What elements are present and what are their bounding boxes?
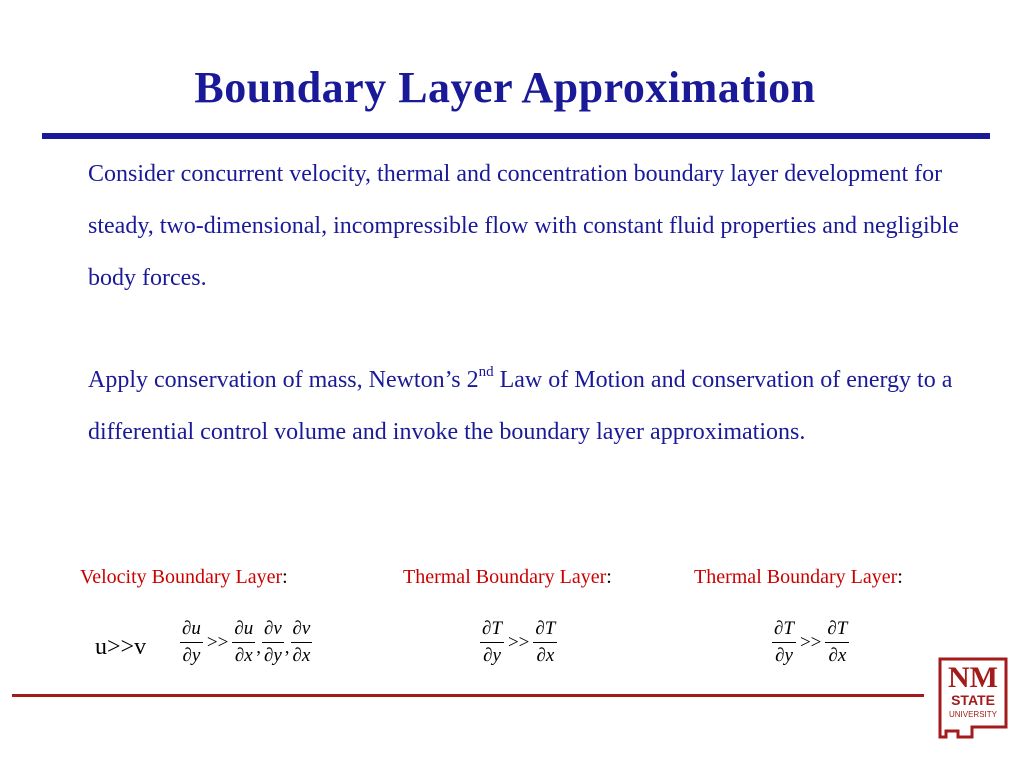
fraction-dv-dx: $\frac{\partial v}{\partial x}$ — [292, 618, 311, 666]
velocity-condition: u>>v — [95, 634, 147, 660]
concentration-boundary-layer-label: Thermal Boundary Layer: — [694, 566, 903, 588]
thermal-boundary-layer-label: Thermal Boundary Layer: — [403, 566, 612, 588]
fraction-dv-dy: $\frac{\partial v}{\partial y}$ — [263, 618, 282, 666]
much-greater-operator: >> — [507, 631, 530, 653]
fraction-dT-dx: $\frac{\partial T}{\partial x}$ — [535, 618, 556, 666]
velocity-boundary-layer-label: Velocity Boundary Layer: — [80, 566, 288, 588]
footer-divider — [12, 694, 924, 697]
nmsu-logo — [938, 657, 1008, 739]
svg-text:STATE: STATE — [951, 692, 995, 708]
paragraph-approach-part1: Apply conservation of mass, Newton’s 2 — [88, 367, 479, 393]
much-greater-operator: >> — [799, 631, 822, 653]
paragraph-approach — [88, 354, 988, 458]
fraction-du-dx: $\frac{\partial u}{\partial x}$ — [234, 618, 254, 666]
svg-text:NM: NM — [948, 661, 998, 694]
thermal-approximation-equation — [480, 618, 557, 667]
concentration-approximation-equation — [772, 618, 849, 667]
paragraph-approach-part2: Law of Motion and conservation of energy to a differential control volume and invoke the boundary layer approximations. — [88, 367, 953, 445]
velocity-approximation-equation: $\frac{\partial u}{\partial y}$ >> $\frac{\partial u}{\partial x}$ , $\frac{\partial v}{\partial y}$ , $\frac{\partial v}{\partial x}$ — [182, 618, 311, 666]
slide-title: Boundary Layer Approximation — [194, 63, 816, 112]
paragraph-intro: Consider concurrent velocity, thermal and concentration boundary layer development for steady, two-dimensional, incompressible flow with constant fluid properties and negligible body forces. — [88, 161, 959, 291]
fraction-dT-dx: $\frac{\partial T}{\partial x}$ — [827, 618, 848, 666]
fraction-dT-dy: $\frac{\partial T}{\partial y}$ — [774, 618, 794, 666]
title-divider — [42, 133, 990, 139]
fraction-du-dy: $\frac{\partial u}{\partial y}$ — [182, 618, 201, 666]
svg-text:UNIVERSITY: UNIVERSITY — [948, 710, 998, 719]
ordinal-superscript: nd — [478, 364, 494, 380]
fraction-dT-dy: $\frac{\partial T}{\partial y}$ — [482, 618, 502, 666]
much-greater-operator: >> — [206, 631, 229, 653]
